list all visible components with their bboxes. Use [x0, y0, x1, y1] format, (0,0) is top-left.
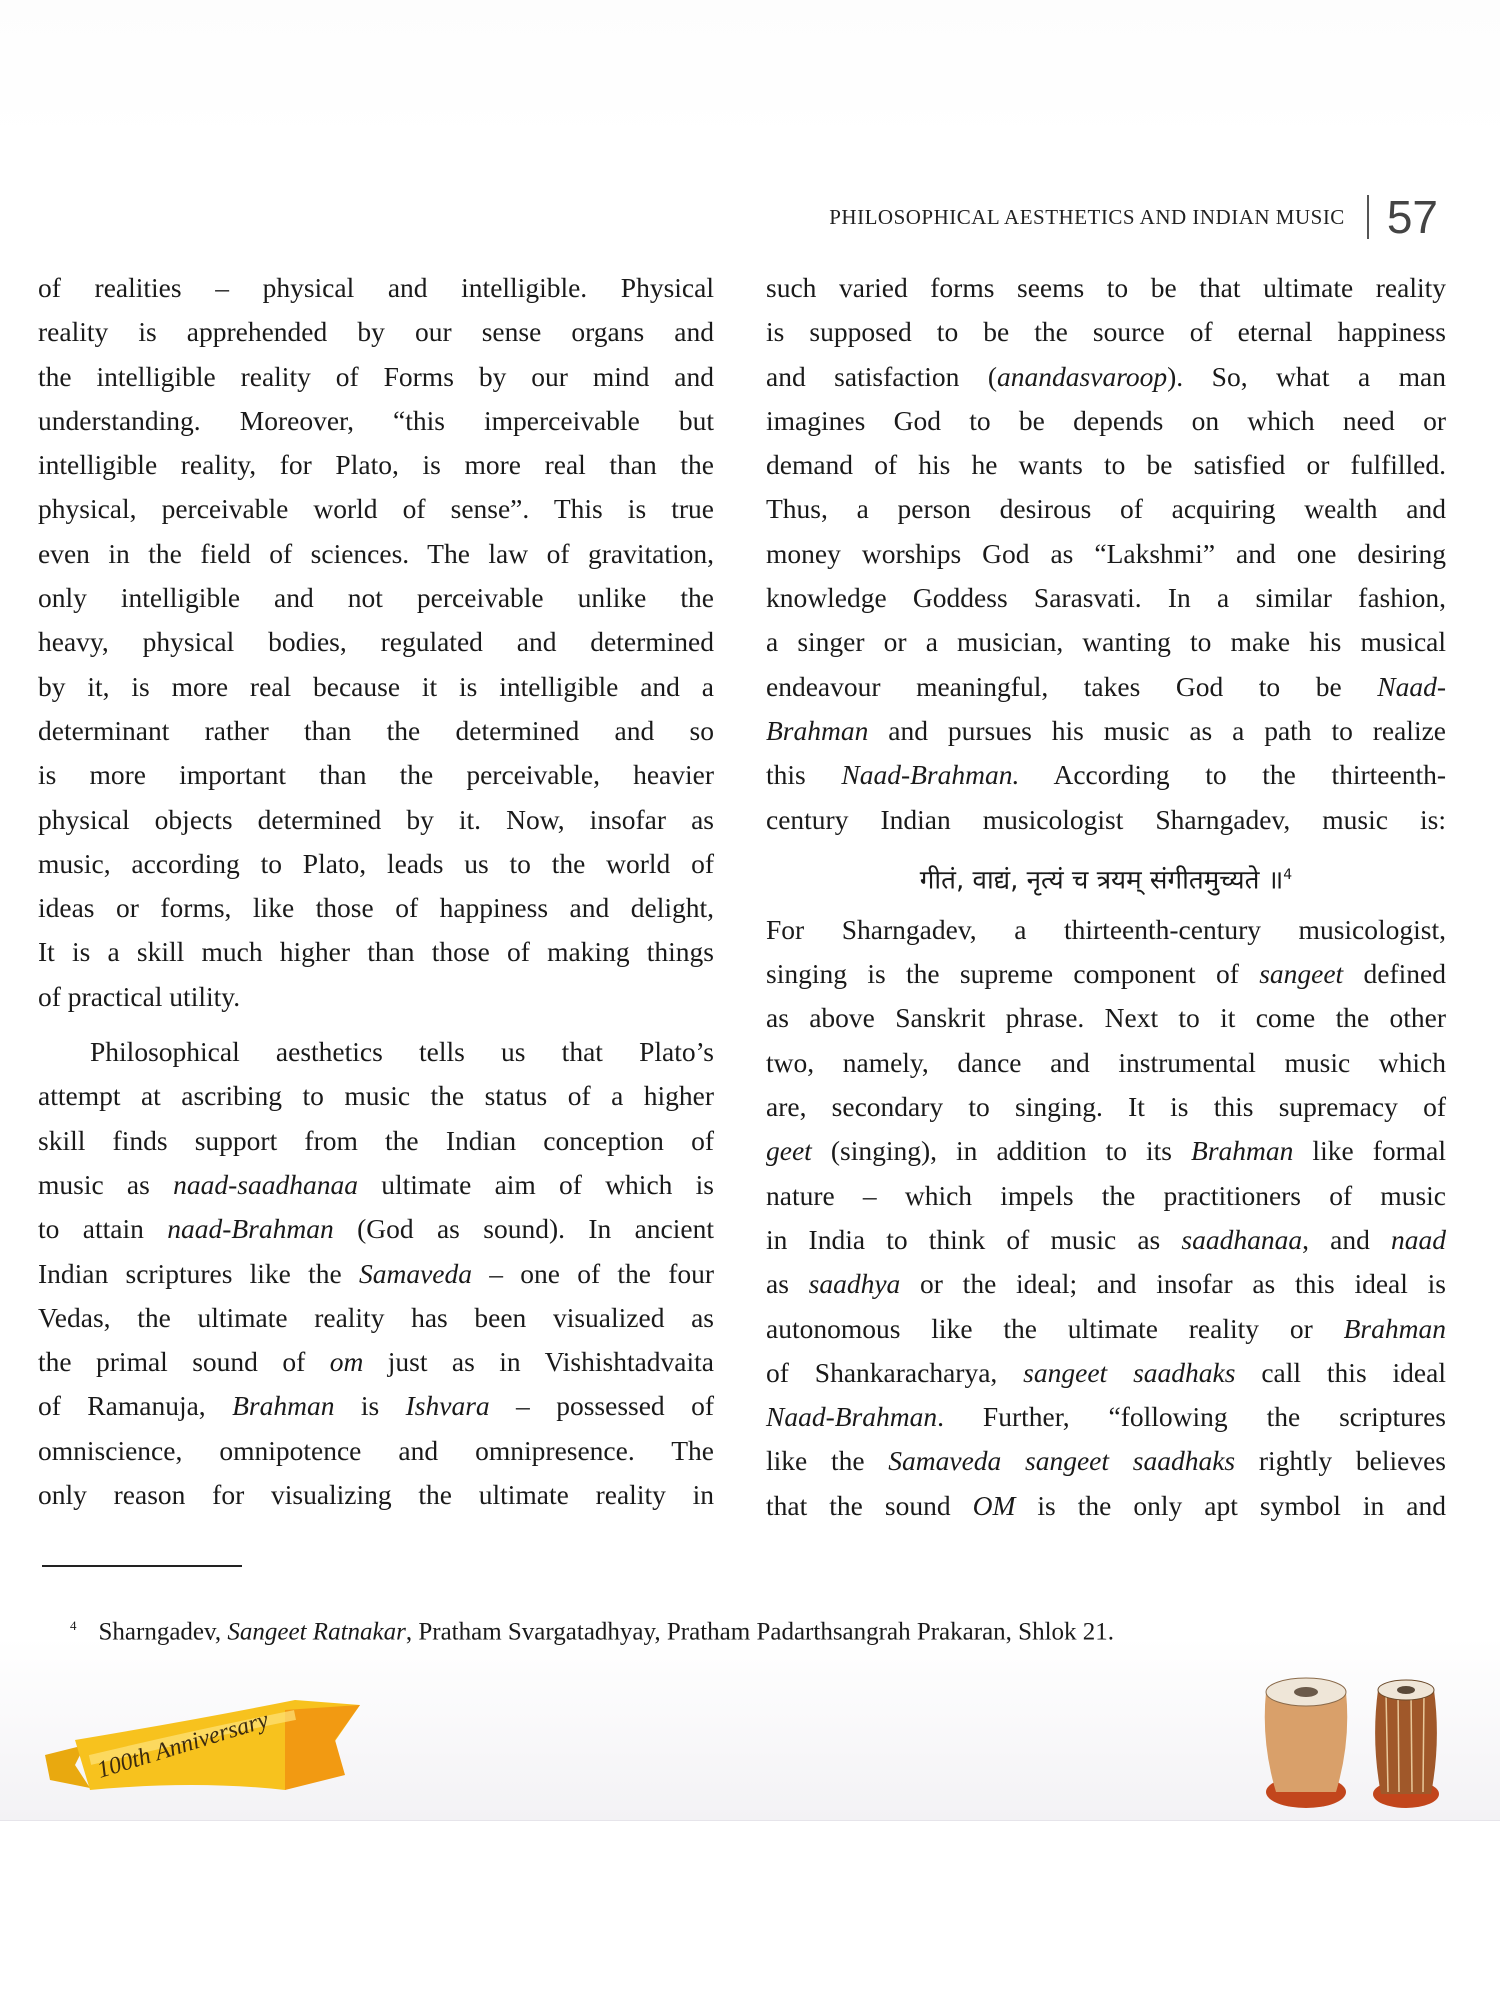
- text-segment: is the only apt symbol in and: [1015, 1489, 1446, 1521]
- text-segment: only reason for visualizing the ultimate reality in: [38, 1479, 714, 1511]
- italic-text: Samaveda: [358, 1257, 473, 1289]
- italic-text: saadhya: [808, 1268, 901, 1300]
- text-segment: – possessed of: [489, 1390, 714, 1422]
- text-segment: endeavour meaningful, takes God to be: [766, 670, 1378, 702]
- text-segment: even in the field of sciences. The law of gravitation,: [38, 537, 714, 569]
- italic-text: geet: [766, 1135, 812, 1167]
- text-line: [766, 487, 1446, 531]
- text-segment: According to the thirteenth-: [1019, 759, 1447, 791]
- text-line: [766, 709, 1446, 753]
- text-line: [38, 930, 714, 974]
- text-line: [38, 1163, 714, 1207]
- text-line: [38, 1429, 714, 1473]
- italic-text: Naad-: [1377, 670, 1446, 702]
- footnote-marker: 4: [70, 1618, 77, 1633]
- text-line: [38, 576, 714, 620]
- footnote-rule: [42, 1565, 242, 1567]
- paragraph: [38, 266, 714, 1019]
- text-segment: like the: [766, 1445, 889, 1477]
- text-line: [766, 908, 1446, 952]
- text-segment: of realities – physical and intelligible. Physical: [38, 272, 714, 303]
- footnote-seg: Sharngadev,: [98, 1618, 228, 1646]
- text-line: [766, 952, 1446, 996]
- text-segment: that the sound: [766, 1489, 973, 1521]
- text-segment: physical objects determined by it. Now, insofar as: [38, 803, 714, 835]
- right-column: [766, 266, 1446, 1528]
- text-segment: skill finds support from the Indian conception of: [38, 1124, 714, 1156]
- text-line: [766, 753, 1446, 797]
- text-segment: is more important than the perceivable, heavier: [38, 759, 714, 791]
- footnote-seg: Sangeet Ratnakar: [227, 1618, 406, 1646]
- text-segment: . Further, “following the scriptures: [937, 1401, 1446, 1433]
- header-divider: [1367, 195, 1369, 239]
- text-line: [766, 1262, 1446, 1306]
- italic-text: Brahman: [1191, 1135, 1294, 1167]
- paragraph: [766, 266, 1446, 842]
- text-line: [38, 620, 714, 664]
- text-line: [38, 1384, 714, 1428]
- text-line: [38, 310, 714, 354]
- text-line: [38, 1252, 714, 1296]
- text-line: [766, 1484, 1446, 1528]
- text-segment: call this ideal: [1235, 1356, 1446, 1388]
- text-segment: understanding. Moreover, “this imperceivable but: [38, 404, 714, 436]
- text-line: [38, 399, 714, 443]
- footnote: [70, 1618, 1114, 1646]
- text-line: [766, 1218, 1446, 1262]
- text-line: [38, 886, 714, 930]
- running-title: PHILOSOPHICAL AESTHETICS AND INDIAN MUSIC: [829, 204, 1345, 229]
- text-segment: or the ideal; and insofar as this ideal is: [900, 1268, 1446, 1300]
- text-segment: attempt at ascribing to music the status of a higher: [38, 1080, 714, 1112]
- text-line: [766, 355, 1446, 399]
- text-segment: century Indian musicologist Sharngadev, music is:: [766, 803, 1446, 835]
- italic-text: Brahman: [1343, 1312, 1446, 1344]
- text-line: [766, 399, 1446, 443]
- italic-text: sangeet saadhaks: [1023, 1356, 1236, 1388]
- text-segment: , and: [1302, 1223, 1391, 1255]
- text-segment: For Sharngadev, a thirteenth-century musicologist,: [766, 913, 1446, 945]
- text-line: [766, 1085, 1446, 1129]
- text-segment: only intelligible and not perceivable unlike the: [38, 582, 714, 614]
- text-segment: reality is apprehended by our sense organs and: [38, 316, 714, 348]
- text-line: [38, 532, 714, 576]
- italic-text: naad-Brahman: [167, 1213, 334, 1245]
- text-segment: ). So, what a man: [1167, 360, 1446, 392]
- text-segment: by it, is more real because it is intelligible and a: [38, 670, 714, 702]
- text-segment: determinant rather than the determined and so: [38, 714, 714, 746]
- text-line: [38, 1074, 714, 1118]
- text-line: [766, 310, 1446, 354]
- text-segment: as: [766, 1268, 809, 1300]
- text-line: [38, 1030, 714, 1074]
- text-segment: (singing), in addition to its: [811, 1135, 1192, 1167]
- text-segment: and pursues his music as a path to realize: [868, 714, 1446, 746]
- text-line: [766, 1129, 1446, 1173]
- text-line: [766, 576, 1446, 620]
- italic-text: naad: [1390, 1223, 1446, 1255]
- text-segment: is supposed to be the source of eternal happiness: [766, 316, 1446, 348]
- text-segment: and satisfaction (: [766, 360, 998, 392]
- text-segment: just as in Vishishtadvaita: [363, 1346, 714, 1378]
- text-segment: the intelligible reality of Forms by our mind and: [38, 360, 714, 392]
- footnote-ref[interactable]: 4: [1283, 866, 1293, 883]
- text-segment: this: [766, 759, 842, 791]
- text-line: [38, 1119, 714, 1163]
- sanskrit-verse: [766, 842, 1446, 908]
- text-line: [38, 842, 714, 886]
- italic-text: saadhanaa: [1181, 1223, 1303, 1255]
- text-segment: music, according to Plato, leads us to the world of: [38, 847, 714, 879]
- text-line: [38, 665, 714, 709]
- anniversary-ribbon-logo: [45, 1700, 360, 1795]
- page-header: [829, 190, 1438, 244]
- text-segment: Thus, a person desirous of acquiring wealth and: [766, 493, 1446, 525]
- text-line: [766, 1439, 1446, 1483]
- text-segment: singing is the supreme component of: [766, 958, 1260, 990]
- italic-text: Brahman: [232, 1390, 335, 1422]
- italic-text: Naad-Brahman: [766, 1401, 938, 1433]
- text-line: [766, 266, 1446, 310]
- text-line: [38, 709, 714, 753]
- text-segment: two, namely, dance and instrumental music which: [766, 1046, 1446, 1078]
- text-line: [38, 487, 714, 531]
- text-segment: is: [334, 1390, 406, 1422]
- text-segment: such varied forms seems to be that ultimate reality: [766, 272, 1446, 303]
- text-line: [766, 1174, 1446, 1218]
- paragraph: [766, 908, 1446, 1528]
- italic-text: sangeet: [1259, 958, 1344, 990]
- text-segment: of practical utility.: [38, 980, 241, 1012]
- text-segment: defined: [1343, 958, 1446, 990]
- text-segment: Vedas, the ultimate reality has been visualized as: [38, 1301, 714, 1333]
- italic-text: Ishvara: [405, 1390, 490, 1422]
- text-segment: in India to think of music as: [766, 1223, 1182, 1255]
- text-line: [38, 1207, 714, 1251]
- sanskrit-text: गीतं, वाद्यं, नृत्यं च त्रयम् संगीतमुच्यते ॥: [919, 865, 1284, 896]
- text-segment: ultimate aim of which is: [357, 1168, 714, 1200]
- text-line: [766, 1307, 1446, 1351]
- italic-text: OM: [972, 1489, 1016, 1521]
- page-number: 57: [1386, 191, 1438, 243]
- text-segment: knowledge Goddess Sarasvati. In a similar fashion,: [766, 582, 1446, 614]
- italic-text: Samaveda sangeet saadhaks: [888, 1445, 1236, 1477]
- text-segment: of Ramanuja,: [38, 1390, 233, 1422]
- text-line: [38, 1296, 714, 1340]
- italic-text: naad-saadhanaa: [173, 1168, 358, 1200]
- tabla-drums-icon: [1256, 1672, 1451, 1812]
- text-line: [38, 798, 714, 842]
- text-segment: Indian scriptures like the: [38, 1257, 359, 1289]
- text-line: [766, 1395, 1446, 1439]
- text-line: [766, 1041, 1446, 1085]
- italic-text: om: [329, 1346, 364, 1378]
- text-line: [38, 975, 714, 1019]
- text-line: [766, 996, 1446, 1040]
- text-segment: to attain: [38, 1213, 168, 1245]
- text-segment: It is a skill much higher than those of making things: [38, 936, 714, 968]
- paragraph: [38, 1030, 714, 1517]
- text-segment: are, secondary to singing. It is this supremacy of: [766, 1091, 1446, 1123]
- text-segment: – one of the four: [472, 1257, 715, 1289]
- text-segment: (God as sound). In ancient: [333, 1213, 714, 1245]
- text-segment: a singer or a musician, wanting to make his musical: [766, 626, 1446, 658]
- italic-text: anandasvaroop: [997, 360, 1168, 392]
- svg-text:100th Anniversary: 100th Anniversary: [94, 1706, 272, 1784]
- text-segment: Philosophical aesthetics tells us that Plato’s: [90, 1036, 714, 1068]
- text-segment: intelligible reality, for Plato, is more real than the: [38, 449, 714, 481]
- left-column: [38, 266, 714, 1517]
- italic-text: Brahman: [766, 714, 869, 746]
- text-line: [766, 620, 1446, 664]
- text-segment: rightly believes: [1235, 1445, 1446, 1477]
- text-line: [38, 443, 714, 487]
- text-line: [38, 753, 714, 797]
- text-line: [766, 665, 1446, 709]
- text-segment: imagines God to be depends on which need or: [766, 404, 1446, 436]
- text-line: [766, 532, 1446, 576]
- text-line: [38, 355, 714, 399]
- text-segment: money worships God as “Lakshmi” and one desiring: [766, 537, 1446, 569]
- text-line: [38, 1473, 714, 1517]
- text-line: [38, 1340, 714, 1384]
- text-segment: omniscience, omnipotence and omnipresence. The: [38, 1434, 714, 1466]
- text-segment: the primal sound of: [38, 1346, 330, 1378]
- text-segment: heavy, physical bodies, regulated and determined: [38, 626, 714, 658]
- text-segment: demand of his he wants to be satisfied or fulfilled.: [766, 449, 1446, 481]
- text-segment: physical, perceivable world of sense”. This is true: [38, 493, 714, 525]
- footnote-seg: , Pratham Svargatadhyay, Pratham Padarthsangrah Prakaran, Shlok 21.: [405, 1618, 1115, 1646]
- text-line: [38, 266, 714, 310]
- italic-text: Naad-Brahman.: [841, 759, 1020, 791]
- text-line: [766, 1351, 1446, 1395]
- text-segment: of Shankaracharya,: [766, 1356, 1024, 1388]
- text-segment: ideas or forms, like those of happiness and delight,: [38, 892, 714, 924]
- text-segment: as above Sanskrit phrase. Next to it come the other: [766, 1002, 1446, 1034]
- text-segment: nature – which impels the practitioners of music: [766, 1179, 1446, 1211]
- text-segment: like formal: [1293, 1135, 1446, 1167]
- text-line: [766, 798, 1446, 842]
- text-segment: music as: [38, 1168, 174, 1200]
- text-segment: autonomous like the ultimate reality or: [766, 1312, 1344, 1344]
- text-line: [766, 443, 1446, 487]
